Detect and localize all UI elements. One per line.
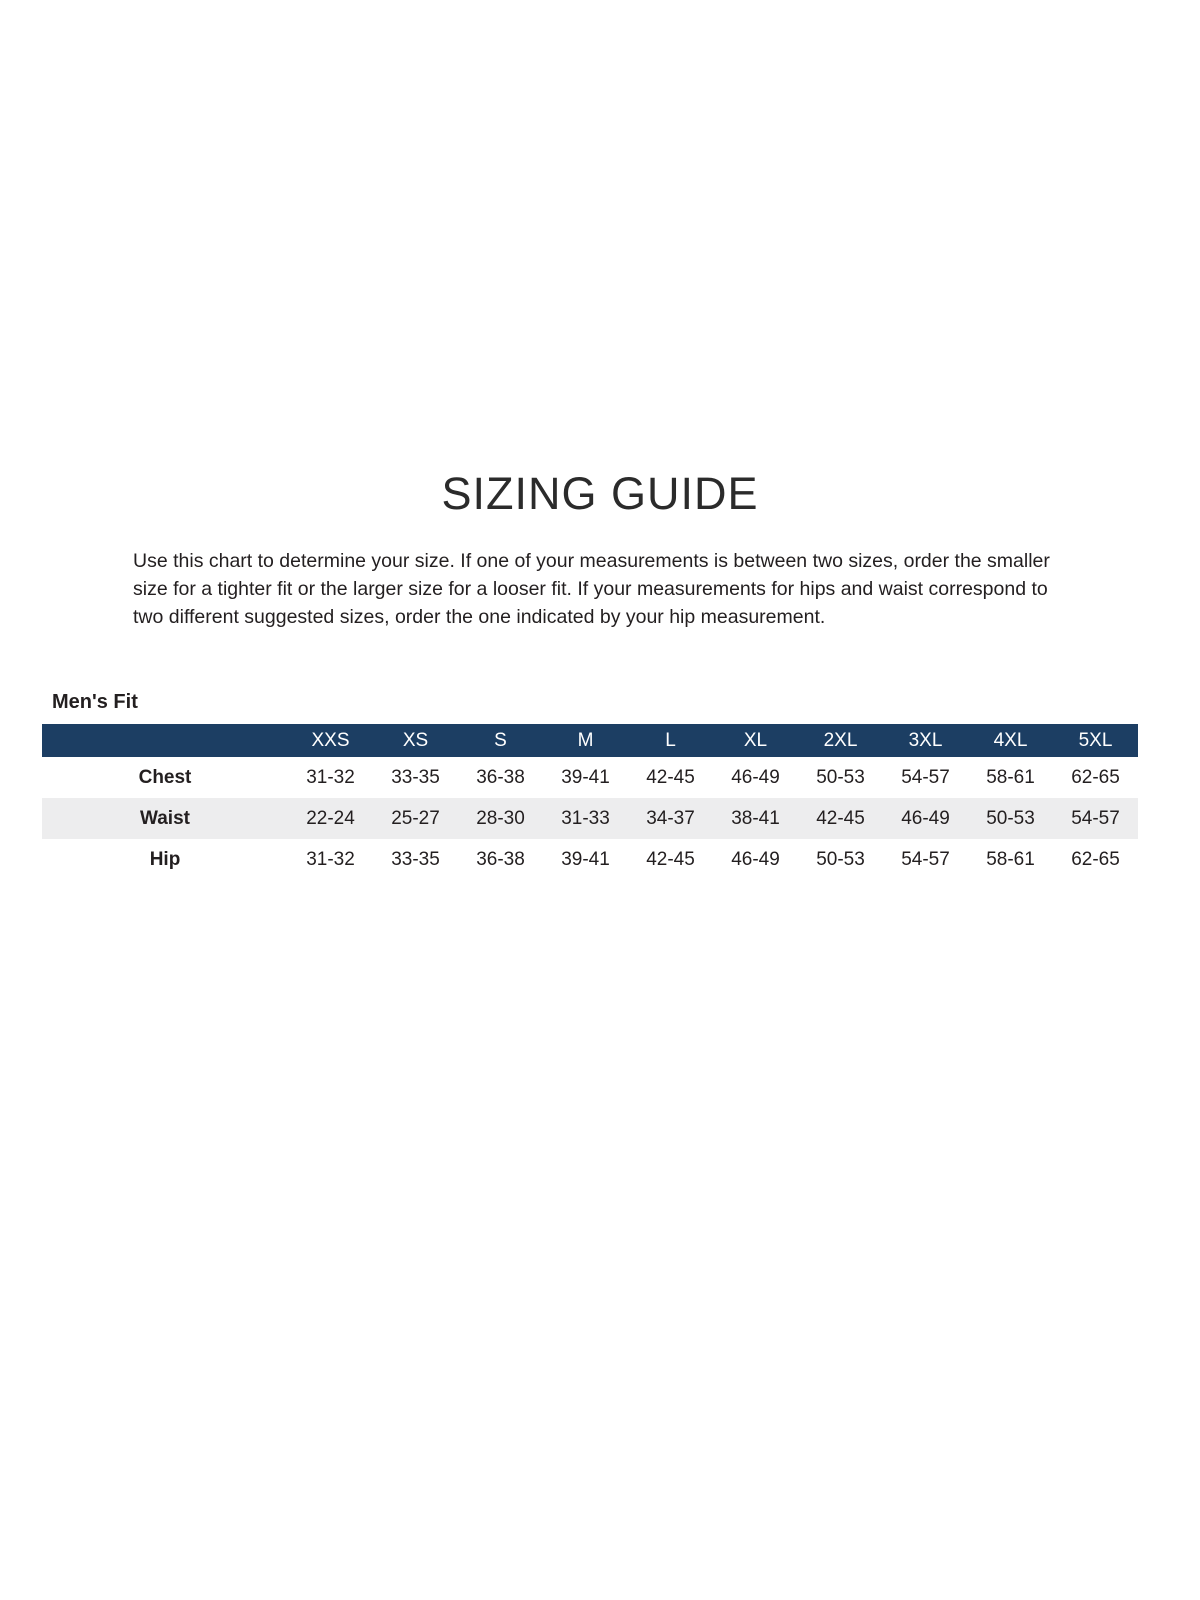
size-column-header: 2XL [823,729,858,751]
size-column-header: 5XL [1078,729,1113,751]
size-cell: 34-37 [646,807,695,829]
size-cell: 42-45 [646,848,695,870]
size-column-header: XL [743,729,768,751]
size-column-header: L [665,729,676,751]
size-cell: 50-53 [816,848,865,870]
size-cell: 25-27 [391,807,440,829]
size-cell: 50-53 [986,807,1035,829]
size-cell: 31-32 [306,766,355,788]
size-column-header: XS [402,729,429,751]
size-cell: 46-49 [731,848,780,870]
size-cell: 28-30 [476,807,525,829]
size-header-row [42,724,1138,757]
size-cell: 50-53 [816,766,865,788]
size-cell: 22-24 [306,807,355,829]
size-cell: 58-61 [986,848,1035,870]
size-cell: 33-35 [391,766,440,788]
intro-paragraph: Use this chart to determine your size. If one of your measurements is between two sizes, order the smaller size for a tighter fit or the larger size for a looser fit. If your measurements for hips and waist correspond to two different suggested sizes, order the one indicated by your hip measurement. [133,550,1050,628]
size-column-header: 3XL [908,729,943,751]
size-cell: 58-61 [986,766,1035,788]
table-row [42,839,1138,880]
size-cell: 46-49 [731,766,780,788]
size-cell: 46-49 [901,807,950,829]
table-row [42,798,1138,839]
row-label: Waist [140,807,190,829]
size-cell: 36-38 [476,766,525,788]
size-cell: 39-41 [561,848,610,870]
size-cell: 38-41 [731,807,780,829]
section-label-mens-fit: Men's Fit [52,691,138,713]
size-cell: 62-65 [1071,848,1120,870]
size-cell: 54-57 [901,848,950,870]
table-row [42,757,1138,798]
row-label: Hip [149,848,181,870]
size-cell: 42-45 [646,766,695,788]
sizing-table-header [42,724,1138,757]
size-cell: 62-65 [1071,766,1120,788]
table-corner-cell [42,724,288,757]
size-cell: 54-57 [901,766,950,788]
sizing-table-body [42,757,1138,880]
size-cell: 31-32 [306,848,355,870]
size-cell: 36-38 [476,848,525,870]
size-column-header: 4XL [993,729,1028,751]
size-column-header: S [494,729,507,751]
size-cell: 54-57 [1071,807,1120,829]
sizing-table [42,724,1138,880]
row-label: Chest [138,766,192,788]
size-cell: 39-41 [561,766,610,788]
size-column-header: M [577,729,594,751]
size-column-header: XXS [311,729,350,751]
size-cell: 31-33 [561,807,610,829]
page-title: SIZING GUIDE [441,468,759,519]
size-cell: 42-45 [816,807,865,829]
size-cell: 33-35 [391,848,440,870]
